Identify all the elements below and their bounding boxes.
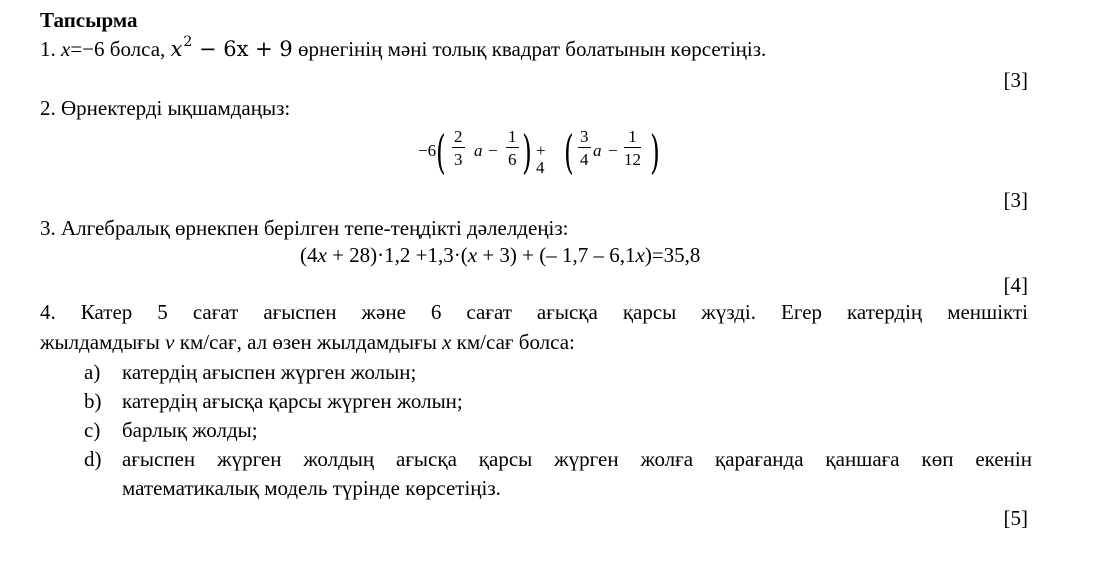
page-title: Тапсырма — [40, 8, 138, 32]
task-1-expr-rest: − 6x + 9 — [192, 37, 293, 61]
expr-fraction-2 — [506, 128, 519, 168]
task-4-mark: [5] — [1003, 506, 1028, 530]
expr-fraction-3 — [578, 128, 591, 168]
task-1-variable: x — [61, 37, 71, 61]
expr-fraction-1-den: 3 — [454, 150, 463, 169]
task-1-expr-base: x — [170, 37, 183, 61]
task-4-variable-v: v — [165, 330, 175, 354]
task-4-variable-x: x — [442, 330, 452, 354]
task-4-line-2-c: км/сағ болса: — [451, 330, 575, 354]
expr-lead-coefficient: −6 — [418, 141, 437, 160]
expr-fraction-4-num: 1 — [624, 128, 641, 148]
task-4-item-b-text: катердің ағысқа қарсы жүрген жолын; — [122, 389, 463, 413]
task-1-mark: [3] — [1003, 68, 1028, 92]
task-3-variable-x-1: x — [317, 243, 327, 267]
task-4-item-c-letter: c) — [84, 418, 101, 442]
expr-left-paren-1: ( — [436, 125, 446, 179]
expr-minus-2: − — [608, 141, 618, 160]
expr-variable-a-1: a — [474, 141, 483, 160]
expr-fraction-2-num: 1 — [508, 127, 517, 146]
task-4-item-a-letter: a) — [84, 360, 101, 384]
task-3-part-1: (4 — [300, 243, 318, 267]
task-3-identity — [300, 245, 700, 266]
expr-fraction-1 — [452, 128, 465, 168]
task-4-item-d-letter: d) — [84, 447, 102, 471]
expr-plus-coefficient: + 4 — [536, 141, 546, 177]
task-3-mark: [4] — [1003, 273, 1028, 297]
task-2-mark: [3] — [1003, 188, 1028, 212]
task-1-prefix: 1. — [40, 37, 61, 61]
task-4-item-c-text: барлық жолды; — [122, 418, 258, 442]
task-3-part-4: )=35,8 — [644, 243, 701, 267]
expr-fraction-2-den: 6 — [508, 150, 517, 169]
expr-left-paren-2: ( — [564, 125, 574, 179]
task-3-variable-x-3: x — [635, 243, 645, 267]
expr-minus-1: − — [488, 141, 498, 160]
task-4-line-2-a: жылдамдығы — [40, 330, 166, 354]
task-3-statement: 3. Алгебралық өрнекпен берілген тепе-теңдікті дәлелдеңіз: — [40, 216, 569, 240]
task-1-condition: =−6 болса, — [70, 37, 171, 61]
task-2-statement: 2. Өрнектерді ықшамдаңыз: — [40, 96, 291, 120]
expr-fraction-3-den: 4 — [580, 150, 589, 169]
task-3-variable-x-2: x — [467, 243, 478, 267]
task-4-line-1: 4. Катер 5 сағат ағыспен және 6 сағат ағысқа қарсы жүзді. Егер катердің меншікті — [40, 300, 1028, 324]
task-1-text: өрнегінің мәні толық квадрат болатынын көрсетіңіз. — [292, 37, 767, 61]
expr-fraction-4-den: 12 — [624, 150, 641, 169]
task-3-part-2: + 28)·1,2 +1,3·( — [326, 243, 468, 267]
task-4-item-d-text-line-2: математикалық модель түрінде көрсетіңіз. — [122, 476, 501, 500]
task-4-item-b-letter: b) — [84, 389, 102, 413]
expr-right-paren-2: ) — [650, 125, 660, 179]
expr-fraction-4 — [624, 128, 641, 168]
task-1-statement — [40, 34, 767, 61]
expr-variable-a-2: a — [593, 141, 602, 160]
expr-fraction-3-num: 3 — [580, 127, 589, 146]
task-1-expr-power: 2 — [183, 34, 193, 50]
expr-fraction-1-num: 2 — [454, 127, 463, 146]
task-4-line-2 — [40, 332, 575, 353]
expr-right-paren-1: ) — [522, 125, 532, 179]
task-4-line-2-b: км/сағ, ал өзен жылдамдығы — [174, 330, 443, 354]
task-4-item-d-text: ағыспен жүрген жолдың ағысқа қарсы жүрген жолға қарағанда қаншаға көп екенін — [122, 447, 1032, 471]
task-3-part-3: + 3) + (– 1,7 – 6,1 — [477, 243, 636, 267]
task-4-item-a-text: катердің ағыспен жүрген жолын; — [122, 360, 417, 384]
